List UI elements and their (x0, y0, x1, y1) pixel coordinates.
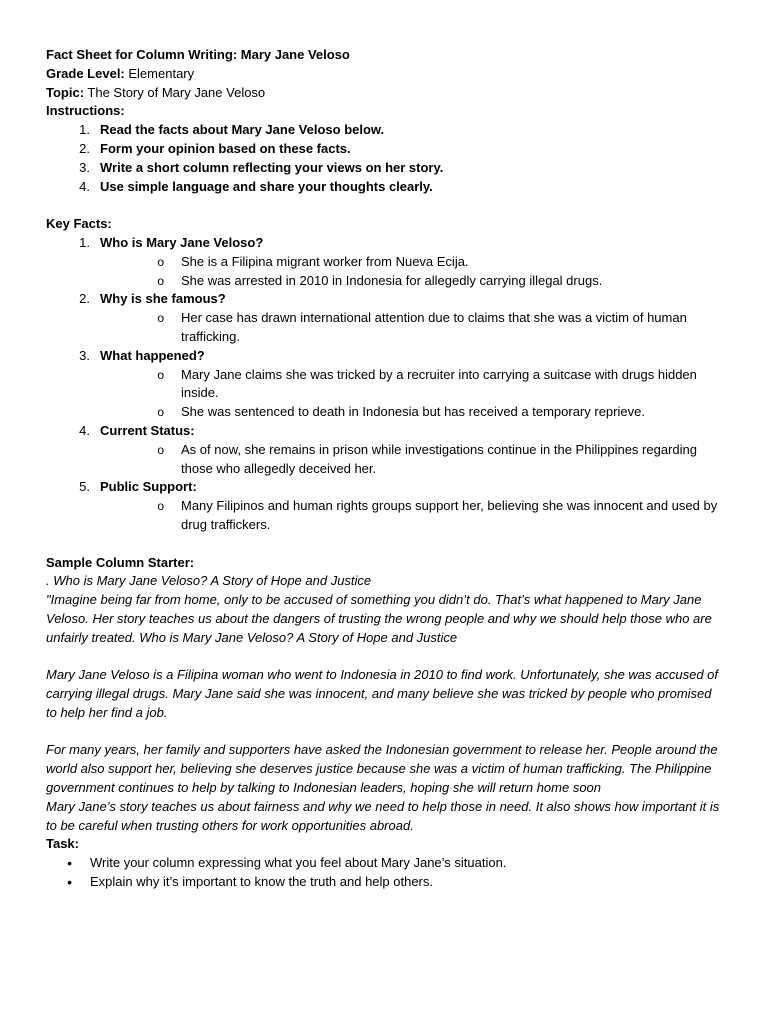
key-fact-detail-text: She was arrested in 2010 in Indonesia for allegedly carrying illegal drugs. (181, 272, 603, 288)
instruction-text: Use simple language and share your thoughts clearly. (100, 178, 433, 194)
key-fact-title: Public Support: (100, 479, 197, 495)
key-fact-detail-text: Her case has drawn international attention due to claims that she was a victim of human trafficking. (181, 310, 687, 344)
key-fact-detail (46, 253, 722, 272)
key-fact-title: Who is Mary Jane Veloso? (100, 234, 264, 250)
task-item (46, 873, 722, 892)
instruction-text: Read the facts about Mary Jane Veloso below. (100, 122, 385, 138)
key-fact-detail-text: Many Filipinos and human rights groups support her, believing she was innocent and used by drug traffickers. (181, 498, 718, 532)
grade-level-value: Elementary (124, 65, 195, 81)
task-text: Write your column expressing what you feel about Mary Jane’s situation. (90, 855, 507, 871)
sub-bullet-marker: o (157, 273, 164, 288)
key-fact-number: 2. (79, 291, 90, 307)
key-fact-detail (46, 403, 722, 422)
key-fact-detail (46, 272, 722, 291)
spacer (46, 196, 722, 215)
instruction-number: 2. (79, 140, 90, 156)
key-fact-detail-text: She is a Filipina migrant worker from Nueva Ecija. (181, 253, 469, 269)
key-fact-title: Why is she famous? (100, 291, 226, 307)
sub-bullet-marker: o (157, 311, 164, 326)
document-title: Fact Sheet for Column Writing: Mary Jane Veloso (46, 47, 350, 62)
key-facts-list (46, 234, 722, 535)
key-fact-detail (46, 366, 722, 404)
grade-level-label: Grade Level: (46, 65, 125, 81)
sample-paragraph: For many years, her family and supporters have asked the Indonesian government to release her. People around the world also support her, believing she deserves justice because she was a victim of human trafficking. The Philippine government continues to help by talking to Indonesian leaders, hoping she will return home soon (46, 742, 718, 796)
key-fact-detail-text: She was sentenced to death in Indonesia but has received a temporary reprieve. (181, 404, 645, 420)
key-fact-title-row (46, 478, 722, 497)
task-list (46, 854, 722, 892)
key-fact-title: Current Status: (100, 422, 195, 438)
bullet-marker: • (67, 874, 72, 891)
spacer (46, 648, 722, 667)
key-fact-detail (46, 497, 722, 535)
spacer (46, 723, 722, 742)
sample-paragraph: Mary Jane’s story teaches us about fairness and why we need to help those in need. It also shows how important it is to be careful when trusting others for work opportunities abroad. (46, 798, 720, 833)
key-fact-title-row (46, 347, 722, 366)
key-facts-heading: Key Facts: (46, 216, 112, 232)
instruction-item (46, 159, 722, 178)
key-fact-number: 3. (79, 347, 90, 363)
sample-column-title: . Who is Mary Jane Veloso? A Story of Hope and Justice (46, 573, 372, 589)
topic-value: The Story of Mary Jane Veloso (84, 84, 266, 100)
instruction-text: Write a short column reflecting your views on her story. (100, 159, 444, 175)
topic-line (46, 84, 722, 103)
task-item (46, 854, 722, 873)
key-fact-detail (46, 441, 722, 479)
key-fact-detail-text: Mary Jane claims she was tricked by a recruiter into carrying a suitcase with drugs hidden inside. (181, 366, 697, 401)
key-fact-number: 4. (79, 422, 90, 438)
sub-bullet-marker: o (157, 405, 164, 420)
topic-label: Topic: (46, 84, 85, 100)
key-fact-detail (46, 309, 722, 347)
spacer (46, 535, 722, 554)
task-heading: Task: (46, 836, 79, 852)
grade-level-line (46, 65, 722, 84)
sample-paragraph: Mary Jane Veloso is a Filipina woman who went to Indonesia in 2010 to find work. Unfortunately, she was accused of carrying illegal drugs. Mary Jane said she was innocent, and many believe she was tricked by people who promised to help her find a job. (46, 667, 719, 720)
key-fact-title-row (46, 422, 722, 441)
task-text: Explain why it’s important to know the truth and help others. (90, 874, 434, 890)
instruction-number: 4. (79, 178, 90, 194)
bullet-marker: • (67, 855, 72, 872)
key-fact-number: 1. (79, 234, 90, 250)
sample-paragraph: "Imagine being far from home, only to be accused of something you didn’t do. That’s what happened to Mary Jane Veloso. Her story teaches us about the dangers of trusting the wrong people and why we should help those who are unfairly treated. Who is Mary Jane Veloso? A Story of Hope and Justice (46, 592, 712, 645)
key-fact-title-row (46, 290, 722, 309)
sub-bullet-marker: o (157, 254, 164, 269)
sub-bullet-marker: o (157, 499, 164, 514)
instruction-item (46, 178, 722, 197)
instruction-number: 1. (79, 122, 90, 138)
instructions-list (46, 121, 722, 196)
instructions-heading: Instructions: (46, 103, 125, 119)
key-fact-title: What happened? (100, 347, 205, 363)
sample-column-heading: Sample Column Starter: (46, 554, 195, 570)
instruction-number: 3. (79, 159, 90, 175)
key-fact-number: 5. (79, 479, 90, 495)
sub-bullet-marker: o (157, 367, 164, 382)
sub-bullet-marker: o (157, 442, 164, 457)
instruction-item (46, 121, 722, 140)
instruction-item (46, 140, 722, 159)
instruction-text: Form your opinion based on these facts. (100, 140, 351, 156)
key-fact-detail-text: As of now, she remains in prison while investigations continue in the Philippines regarding those who allegedly deceived her. (181, 441, 697, 476)
key-fact-title-row (46, 234, 722, 253)
